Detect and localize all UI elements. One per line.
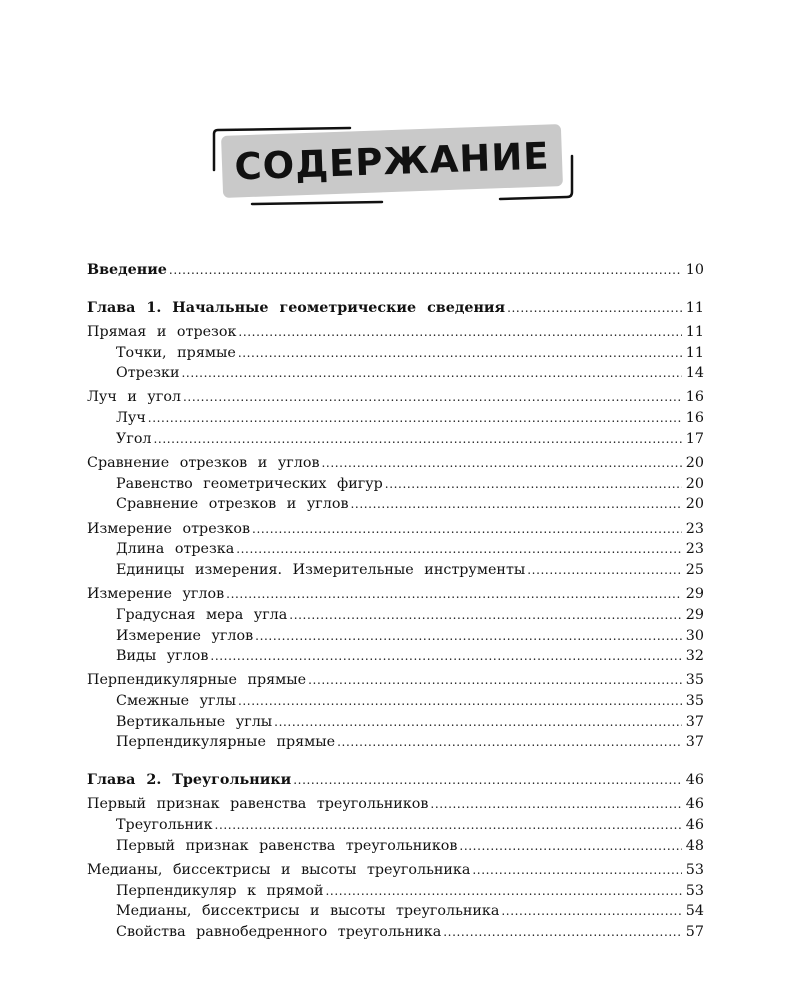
toc-leader-dots [183,387,682,408]
toc-entry-label: Градусная мера угла [116,606,288,623]
toc-entry-label: Смежные углы [116,693,236,710]
toc-entry-label: Отрезки [116,365,180,382]
toc-entry-label: Первый признак равенства треугольников [87,796,429,813]
toc-section-row[interactable] [87,794,704,815]
toc-page-number: 37 [685,734,704,751]
toc-entry-label: Перпендикулярные прямые [87,672,307,689]
toc-subsection-row[interactable] [87,901,704,922]
toc-entry-label: Измерение отрезков [87,520,251,537]
toc-entry-label: Единицы измерения. Измерительные инструменты [116,561,526,578]
toc-leader-dots [430,794,682,815]
toc-entry-label: Точки, прямые [116,344,236,361]
toc-entry-label: Виды углов [116,648,209,665]
toc-subsection-row[interactable] [87,408,704,429]
toc-spacer [87,281,704,298]
toc-page-number: 23 [685,520,704,537]
toc-subsection-row[interactable] [87,691,704,712]
toc-page-number: 37 [685,713,704,730]
toc-chapter-row[interactable] [87,260,704,281]
toc-leader-dots [293,770,682,791]
toc-entry-label: Сравнение отрезков и углов [116,496,349,513]
toc-leader-dots [443,922,682,943]
toc-subsection-row[interactable] [87,494,704,515]
toc-entry-label: Длина отрезка [116,541,235,558]
toc-spacer [87,753,704,770]
toc-entry-label: Первый признак равенства треугольников [116,837,458,854]
toc-leader-dots [385,474,682,495]
toc-page-number: 16 [685,389,704,406]
toc-page-number: 23 [685,541,704,558]
toc-page-number: 54 [685,903,704,920]
toc-subsection-row[interactable] [87,815,704,836]
toc-page-number: 46 [685,796,704,813]
toc-page-number: 29 [685,606,704,623]
toc-page-number: 20 [685,455,704,471]
toc-page-number: 16 [685,410,704,427]
toc-section-row[interactable] [87,519,704,540]
toc-chapter-row[interactable] [87,770,704,791]
toc-page-number: 11 [685,323,704,340]
toc-page-number: 25 [685,561,704,578]
toc-leader-dots [252,519,682,540]
toc-page-number: 35 [685,693,704,710]
toc-page-number: 11 [685,344,704,361]
toc-leader-dots [255,626,682,647]
toc-page-number: 53 [685,861,704,878]
toc-leader-dots [274,712,682,733]
toc-leader-dots [472,860,682,881]
page-title: СОДЕРЖАНИЕ [233,134,551,188]
toc-page-number: 48 [685,837,704,854]
toc-subsection-row[interactable] [87,922,704,943]
toc-leader-dots [308,670,682,691]
toc-page-number: 17 [685,430,704,447]
toc-page-number: 46 [685,772,704,789]
toc-entry-label: Вертикальные углы [116,713,273,730]
toc-leader-dots [215,815,682,836]
toc-leader-dots [154,429,682,450]
toc-subsection-row[interactable] [87,626,704,647]
toc-leader-dots [326,881,682,902]
toc-leader-dots [238,691,682,712]
toc-entry-label: Глава 2. Треугольники [87,772,292,789]
toc-entry-label: Измерение углов [116,627,254,644]
toc-subsection-row[interactable] [87,881,704,902]
toc-leader-dots [182,363,682,384]
toc-entry-label: Сравнение отрезков и углов [87,455,320,471]
toc-chapter-row[interactable] [87,298,704,319]
toc-page-number: 20 [685,475,704,492]
toc-page-number: 30 [685,627,704,644]
toc-subsection-row[interactable] [87,363,704,384]
toc-entry-label: Введение [87,262,167,278]
toc-subsection-row[interactable] [87,343,704,364]
toc-leader-dots [210,646,682,667]
toc-subsection-row[interactable] [87,646,704,667]
toc-leader-dots [169,260,682,281]
toc-leader-dots [507,298,682,319]
toc-section-row[interactable] [87,584,704,605]
toc-section-row[interactable] [87,860,704,881]
toc-subsection-row[interactable] [87,429,704,450]
toc-entry-label: Свойства равнобедренного треугольника [116,923,442,940]
toc-page-number: 53 [685,882,704,899]
toc-entry-label: Прямая и отрезок [87,323,237,340]
toc-leader-dots [238,322,682,343]
toc-page-number: 32 [685,648,704,665]
toc-leader-dots [236,539,682,560]
toc-page-number: 46 [685,817,704,833]
toc-page-number: 20 [685,496,704,513]
toc-subsection-row[interactable] [87,539,704,560]
toc-subsection-row[interactable] [87,836,704,857]
toc-subsection-row[interactable] [87,560,704,581]
toc-entry-label: Луч и угол [87,389,182,406]
toc-leader-dots [351,494,683,515]
toc-entry-label: Угол [116,430,152,447]
toc-entry-label: Перпендикулярные прямые [116,734,336,751]
toc-page-number: 14 [685,365,704,382]
toc-leader-dots [148,408,682,429]
toc-subsection-row[interactable] [87,474,704,495]
toc-entry-label: Перпендикуляр к прямой [116,882,324,899]
toc-section-row[interactable] [87,322,704,343]
toc-page-number: 29 [685,586,704,603]
toc-section-row[interactable] [87,387,704,408]
toc-leader-dots [238,343,682,364]
table-of-contents [87,260,704,943]
toc-entry-label: Медианы, биссектрисы и высоты треугольника [116,903,500,920]
toc-entry-label: Измерение углов [87,586,225,603]
toc-page-number: 10 [685,262,704,278]
toc-subsection-row[interactable] [87,605,704,626]
toc-leader-dots [322,453,683,474]
toc-leader-dots [459,836,682,857]
toc-page-number: 57 [685,923,704,940]
toc-entry-label: Медианы, биссектрисы и высоты треугольника [87,861,471,878]
toc-page-number: 11 [685,299,704,316]
toc-entry-label: Луч [116,410,146,427]
toc-page-number: 35 [685,672,704,689]
toc-leader-dots [289,605,682,626]
toc-entry-label: Равенство геометрических фигур [116,475,383,492]
toc-leader-dots [527,560,682,581]
toc-entry-label: Глава 1. Начальные геометрические сведения [87,299,506,316]
toc-entry-label: Треугольник [116,817,213,833]
toc-section-row[interactable] [87,670,704,691]
toc-leader-dots [226,584,682,605]
title-block [210,122,580,212]
toc-leader-dots [501,901,682,922]
toc-leader-dots [337,732,682,753]
toc-subsection-row[interactable] [87,712,704,733]
toc-section-row[interactable] [87,453,704,474]
toc-subsection-row[interactable] [87,732,704,753]
